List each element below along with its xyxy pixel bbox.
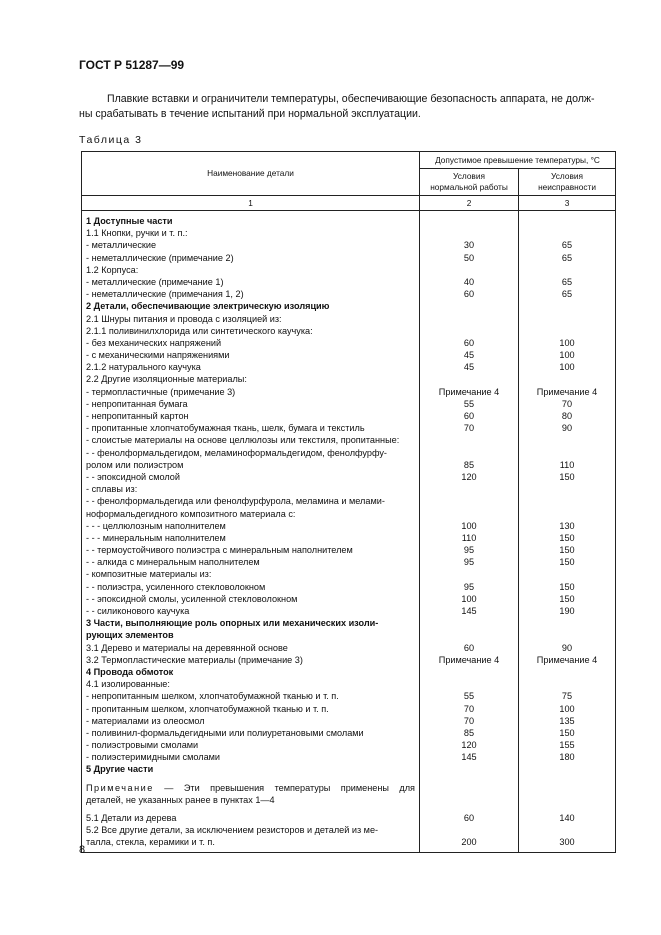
table-cell-name: 5.2 Все другие детали, за исключением резисторов и деталей из ме- [86, 825, 379, 836]
table-cell-name: - поливинил-формальдегидными или полиуретановыми смолами [86, 727, 364, 738]
table-cell-fault: 150 [559, 532, 575, 543]
table-cell-fault [519, 325, 615, 337]
table-cell-fault [519, 313, 615, 325]
table-cell-fault: 70 [561, 398, 573, 409]
table-cell-fault: 130 [559, 520, 575, 531]
table-cell-name: 4.1 изолированные: [86, 679, 170, 690]
intro-paragraph [79, 92, 613, 121]
value-lines [519, 812, 615, 849]
table-cell-name: 5 Другие части [86, 764, 154, 775]
table-cell-fault [519, 824, 615, 836]
table-cell-normal: 70 [463, 715, 475, 726]
table-cell-fault: 135 [559, 715, 575, 726]
table-cell-name: - - эпоксидной смолы, усиленной стекловолокном [86, 593, 298, 604]
table-cell-name: 2.1.1 поливинилхлорида или синтетического каучука: [86, 325, 313, 336]
table-cell-name: - - - минеральным наполнителем [86, 532, 226, 543]
fault-column [519, 211, 616, 853]
column-header-name: Наименование детали [82, 152, 420, 196]
table-cell-name: 2.1.2 натурального каучука [86, 362, 201, 373]
table-cell-normal: 100 [461, 520, 477, 531]
note-text: — Эти превышения температуры применены для [153, 782, 415, 793]
table-cell-normal: 85 [463, 727, 475, 738]
table-cell-name: - неметаллические (примечание 2) [86, 252, 234, 263]
table-cell-name: - полиэстеримидными смолами [86, 752, 221, 763]
header-line: неисправности [538, 182, 596, 192]
table-cell-normal [420, 483, 518, 495]
table-cell-name: - композитные материалы из: [86, 569, 212, 580]
table-cell-normal [420, 495, 518, 507]
table-cell-name: - металлические [86, 240, 157, 251]
table-cell-name: 3.1 Дерево и материалы на деревянной основе [86, 642, 288, 653]
intro-line: ны срабатывать в течение испытаний при нормальной эксплуатации. [79, 107, 421, 120]
table-cell-fault [519, 434, 615, 446]
table-cell-fault: 300 [559, 837, 575, 848]
table-cell-fault [519, 264, 615, 276]
table-cell-normal: Примечание 4 [438, 386, 500, 397]
table-cell-name: 1.2 Корпуса: [86, 264, 139, 275]
table-cell-fault [519, 678, 615, 690]
column-header-fault [519, 169, 616, 196]
intro-line: Плавкие вставки и ограничители температуры, обеспечивающие безопасность аппарата, не долж- [107, 93, 595, 105]
table-cell-normal: 60 [463, 289, 475, 300]
table-cell-normal [420, 313, 518, 325]
table-cell-fault: 100 [559, 362, 575, 373]
table-cell-fault [519, 763, 615, 775]
table-cell-name: талла, стекла, керамики и т. п. [86, 837, 215, 848]
temperature-table [81, 151, 616, 853]
name-column [82, 211, 420, 853]
column-number: 1 [82, 196, 420, 211]
table-cell-name: 1.1 Кнопки, ручки и т. п.: [86, 228, 188, 239]
table-cell-name: - пропитанные хлопчатобумажная ткань, шелк, бумага и текстиль [86, 423, 365, 434]
table-cell-name: - с механическими напряжениями [86, 350, 230, 361]
table-cell-normal: 145 [461, 752, 477, 763]
table-cell-normal [420, 215, 518, 227]
table-cell-fault: 110 [559, 459, 575, 470]
table-cell-normal: 200 [461, 837, 477, 848]
table-cell-normal [420, 325, 518, 337]
table-cell-normal: 55 [463, 398, 475, 409]
table-cell-name: - - - целлюлозным наполнителем [86, 520, 226, 531]
table-cell-fault: 65 [561, 289, 573, 300]
table-cell-name: 1 Доступные части [86, 216, 173, 226]
table-cell-normal: 120 [461, 471, 477, 482]
table-cell-name: - неметаллические (примечания 1, 2) [86, 289, 244, 300]
table-cell-normal [420, 447, 518, 459]
table-cell-normal: 45 [463, 350, 475, 361]
table-caption: Таблица 3 [79, 134, 143, 146]
header-line: нормальной работы [430, 182, 508, 192]
table-cell-normal [420, 617, 518, 629]
table-cell-fault [519, 300, 615, 312]
table-cell-fault [519, 447, 615, 459]
table-cell-name: - - эпоксидной смолой [86, 471, 180, 482]
table-cell-normal [420, 300, 518, 312]
table-cell-fault [519, 568, 615, 580]
table-cell-name: рующих элементов [86, 630, 174, 641]
table-cell-fault: 75 [561, 691, 573, 702]
table-cell-fault [519, 483, 615, 495]
table-cell-normal: 95 [463, 581, 475, 592]
table-cell-normal: 40 [463, 276, 475, 287]
value-lines [420, 215, 518, 776]
page-number: 8 [79, 844, 86, 856]
table-cell-fault: 80 [561, 411, 573, 421]
table-cell-normal [420, 508, 518, 520]
table-cell-name: 2 Детали, обеспечивающие электрическую изоляцию [86, 301, 330, 312]
table-cell-fault: 65 [561, 240, 573, 251]
table-cell-fault: Примечание 4 [536, 654, 598, 665]
table-cell-normal: 50 [463, 252, 475, 263]
table-cell-normal: 45 [463, 362, 475, 373]
table-cell-fault: 90 [561, 642, 573, 653]
table-cell-fault: 150 [559, 593, 575, 604]
table-cell-fault: 190 [559, 606, 575, 616]
table-cell-normal: 70 [463, 703, 475, 714]
column-group-header: Допустимое превышение температуры, °С [420, 152, 616, 169]
table-cell-normal: Примечание 4 [438, 654, 500, 665]
note-label: Примечание [86, 782, 154, 793]
table-cell-normal: 60 [463, 813, 475, 823]
table-cell-name: 5.1 Детали из дерева [86, 813, 177, 823]
table-cell-name: - непропитанная бумага [86, 398, 188, 409]
table-cell-normal: 30 [463, 240, 475, 251]
table-cell-normal: 60 [463, 337, 475, 348]
table-cell-name: - - фенолформальдегидом, меламиноформальдегидом, фенолфурфу- [86, 447, 387, 458]
table-cell-fault: 100 [559, 337, 575, 348]
table-cell-normal: 100 [461, 593, 477, 604]
table-cell-fault [519, 617, 615, 629]
table-cell-fault: 150 [559, 581, 575, 592]
table-cell-fault: 150 [559, 471, 575, 482]
table-cell-normal [420, 434, 518, 446]
table-cell-normal: 55 [463, 691, 475, 702]
table-cell-normal [420, 666, 518, 678]
table-cell-normal: 60 [463, 642, 475, 653]
note-line [82, 782, 419, 794]
table-cell-normal: 95 [463, 557, 475, 568]
header-line: Условия [453, 171, 485, 181]
table-cell-name: - - силиконового каучука [86, 606, 190, 616]
table-cell-fault [519, 666, 615, 678]
note-line: деталей, не указанных ранее в пунктах 1—4 [86, 794, 275, 805]
table-cell-fault: 180 [559, 752, 575, 763]
table-cell-normal: 120 [461, 740, 477, 751]
table-cell-fault: 150 [559, 557, 575, 568]
table-cell-fault: 65 [561, 252, 573, 263]
table-cell-normal: 110 [461, 532, 477, 543]
table-cell-name: - - фенолформальдегида или фенолфурфурола, меламина и мелами- [86, 496, 385, 507]
table-cell-name: - - термоустойчивого полиэстра с минеральным наполнителем [86, 545, 353, 556]
table-cell-name: 2.1 Шнуры питания и провода с изоляцией из: [86, 313, 282, 324]
table-cell-normal: 95 [463, 545, 475, 556]
table-cell-fault: 90 [561, 423, 573, 434]
table-cell-name: ноформальдегидного композитного материала с: [86, 508, 296, 519]
table-cell-name: - - полиэстра, усиленного стекловолокном [86, 581, 266, 592]
table-cell-fault: 140 [559, 813, 575, 823]
table-cell-fault [519, 227, 615, 239]
name-lines [82, 215, 419, 776]
table-cell-name: - непропитанный картон [86, 411, 189, 421]
table-cell-normal: 70 [463, 423, 475, 434]
table-cell-fault [519, 508, 615, 520]
value-lines [420, 812, 518, 849]
table-cell-name: - сплавы из: [86, 484, 138, 495]
column-number: 2 [420, 196, 519, 211]
table-cell-name: - - алкида с минеральным наполнителем [86, 557, 260, 568]
table-cell-name: 4 Провода обмоток [86, 666, 174, 677]
table-cell-fault [519, 629, 615, 641]
table-cell-normal: 145 [461, 606, 477, 616]
table-cell-normal [420, 629, 518, 641]
table-cell-fault [519, 215, 615, 227]
table-cell-name: - пропитанным шелком, хлопчатобумажной тканью и т. п. [86, 703, 329, 714]
table-cell-name: - слоистые материалы на основе целлюлозы или текстиля, пропитанные: [86, 435, 400, 446]
column-number: 3 [519, 196, 616, 211]
table-cell-normal [420, 373, 518, 385]
table-cell-name: - без механических напряжений [86, 337, 222, 348]
table-cell-fault: 150 [559, 545, 575, 556]
table-cell-name: - металлические (примечание 1) [86, 276, 224, 287]
header-line: Условия [551, 171, 583, 181]
table-cell-normal [420, 227, 518, 239]
table-cell-normal: 60 [463, 411, 475, 421]
table-cell-normal [420, 763, 518, 775]
table-cell-name: - непропитанным шелком, хлопчатобумажной тканью и т. п. [86, 691, 339, 702]
table-cell-name: ролом или полиэстром [86, 459, 184, 470]
column-header-normal [420, 169, 519, 196]
table-cell-name: 3.2 Термопластические материалы (примечание 3) [86, 654, 303, 665]
table-cell-fault: 155 [559, 740, 575, 751]
table-cell-name: - термопластичные (примечание 3) [86, 386, 236, 397]
table-cell-normal [420, 824, 518, 836]
table-cell-normal [420, 678, 518, 690]
table-cell-normal [420, 264, 518, 276]
document-code: ГОСТ Р 51287—99 [79, 58, 185, 72]
table-cell-fault [519, 373, 615, 385]
value-lines [519, 215, 615, 776]
table-cell-fault: 65 [561, 276, 573, 287]
table-cell-fault [519, 495, 615, 507]
table-cell-name: - полиэстровыми смолами [86, 740, 199, 751]
table-cell-normal [420, 568, 518, 580]
table-cell-fault: 150 [559, 727, 575, 738]
normal-column [420, 211, 519, 853]
table-cell-fault: 100 [559, 703, 575, 714]
table-cell-name: 2.2 Другие изоляционные материалы: [86, 374, 247, 385]
table-cell-fault: Примечание 4 [536, 386, 598, 397]
table-cell-fault: 100 [559, 350, 575, 361]
table-cell-name: - материалами из олеосмол [86, 715, 205, 726]
table-cell-name: 3 Части, выполняющие роль опорных или механических изоли- [86, 618, 379, 629]
table-cell-normal: 85 [463, 459, 475, 470]
name-lines [82, 812, 419, 849]
